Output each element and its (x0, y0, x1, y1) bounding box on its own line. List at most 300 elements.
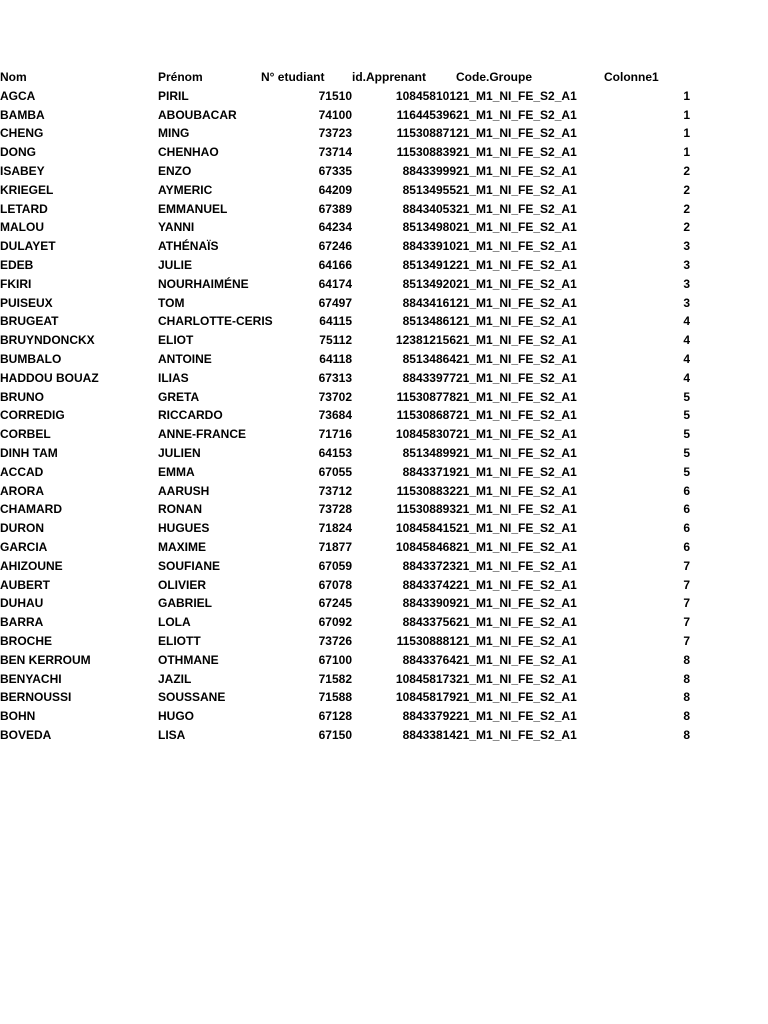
cell-prenom-text: JULIE (158, 257, 193, 272)
cell-num-etudiant: 67055 (318, 464, 352, 479)
cell-num-etudiant: 71588 (318, 690, 352, 705)
table-row (0, 331, 690, 350)
cell-prenom (158, 444, 261, 463)
cell-prenom-text: AYMERIC (158, 182, 213, 197)
cell-colonne1: 7 (683, 633, 690, 648)
cell-colonne1: 8 (683, 690, 690, 705)
cell-colonne1: 5 (683, 445, 690, 460)
cell-nom (0, 425, 158, 444)
cell-num-etudiant: 73728 (318, 502, 352, 517)
cell-colonne1: 2 (683, 182, 690, 197)
cell-prenom (158, 594, 261, 613)
cell-code-groupe: 21_M1_NI_FE_S2_A1 (456, 370, 577, 385)
cell-prenom (158, 369, 261, 388)
cell-nom-text: ACCAD (0, 464, 44, 479)
cell-num-etudiant: 64234 (318, 220, 352, 235)
cell-prenom (158, 538, 261, 557)
cell-colonne1: 2 (683, 163, 690, 178)
cell-nom (0, 237, 158, 256)
cell-num-etudiant: 71877 (318, 539, 352, 554)
cell-prenom (158, 181, 261, 200)
cell-prenom-text: ANNE-FRANCE (158, 427, 246, 442)
cell-id-apprenant: 108458307 (395, 427, 456, 442)
header-prenom: Prénom (158, 70, 203, 84)
cell-prenom-text: ENZO (158, 163, 192, 178)
cell-prenom-text: GRETA (158, 389, 200, 404)
cell-prenom-text: GABRIEL (158, 596, 212, 611)
table-row (0, 651, 690, 670)
cell-nom-text: GARCIA (0, 539, 48, 554)
cell-nom-text: EDEB (0, 257, 34, 272)
cell-nom-text: BUMBALO (0, 351, 62, 366)
cell-nom-text: DONG (0, 145, 36, 160)
cell-nom-text: BOVEDA (0, 727, 52, 742)
cell-prenom-text: HUGUES (158, 521, 210, 536)
cell-id-apprenant: 88433909 (402, 596, 456, 611)
cell-code-groupe: 21_M1_NI_FE_S2_A1 (456, 652, 577, 667)
cell-id-apprenant: 88433719 (402, 464, 456, 479)
cell-prenom-text: CHARLOTTE-CERIS (158, 314, 273, 329)
cell-colonne1: 3 (683, 257, 690, 272)
table-row (0, 143, 690, 162)
cell-code-groupe: 21_M1_NI_FE_S2_A1 (456, 145, 577, 160)
table-row (0, 482, 690, 501)
cell-prenom-text: MING (158, 126, 190, 141)
cell-id-apprenant: 85134980 (402, 220, 456, 235)
cell-code-groupe: 21_M1_NI_FE_S2_A1 (456, 239, 577, 254)
cell-prenom (158, 707, 261, 726)
cell-prenom (158, 557, 261, 576)
cell-colonne1: 1 (683, 88, 690, 103)
cell-prenom-text: SOUFIANE (158, 558, 221, 573)
cell-prenom-text: CHENHAO (158, 145, 219, 160)
table-row (0, 275, 690, 294)
cell-nom-text: BAMBA (0, 107, 45, 122)
cell-nom-text: LETARD (0, 201, 48, 216)
cell-prenom (158, 350, 261, 369)
cell-id-apprenant: 88433756 (402, 615, 456, 630)
cell-code-groupe: 21_M1_NI_FE_S2_A1 (456, 615, 577, 630)
cell-nom-text: DUHAU (0, 596, 44, 611)
table-row (0, 594, 690, 613)
cell-prenom-text: EMMANUEL (158, 201, 228, 216)
cell-nom-text: CHENG (0, 126, 44, 141)
cell-prenom-text: NOURHAIMÉNE (158, 276, 249, 291)
cell-id-apprenant: 88433910 (402, 239, 456, 254)
cell-nom (0, 87, 158, 106)
table-row (0, 632, 690, 651)
cell-prenom-text: JAZIL (158, 671, 192, 686)
table-row (0, 707, 690, 726)
cell-code-groupe: 21_M1_NI_FE_S2_A1 (456, 351, 577, 366)
cell-id-apprenant: 85134861 (402, 314, 456, 329)
cell-nom-text: BRUGEAT (0, 314, 59, 329)
cell-code-groupe: 21_M1_NI_FE_S2_A1 (456, 558, 577, 573)
cell-prenom-text: YANNI (158, 220, 195, 235)
cell-colonne1: 5 (683, 427, 690, 442)
table-row (0, 557, 690, 576)
cell-code-groupe: 21_M1_NI_FE_S2_A1 (456, 88, 577, 103)
cell-nom-text: BEN KERROUM (0, 652, 91, 667)
header-row (0, 68, 690, 87)
cell-nom (0, 162, 158, 181)
cell-prenom (158, 106, 261, 125)
cell-num-etudiant: 73684 (318, 408, 352, 423)
cell-nom (0, 106, 158, 125)
cell-id-apprenant: 85134912 (402, 257, 456, 272)
cell-code-groupe: 21_M1_NI_FE_S2_A1 (456, 464, 577, 479)
table-row (0, 688, 690, 707)
cell-nom (0, 218, 158, 237)
cell-num-etudiant: 64166 (318, 257, 352, 272)
cell-num-etudiant: 71510 (318, 88, 352, 103)
cell-id-apprenant: 85134899 (402, 445, 456, 460)
cell-code-groupe: 21_M1_NI_FE_S2_A1 (456, 633, 577, 648)
cell-prenom-text: LOLA (158, 615, 191, 630)
cell-colonne1: 8 (683, 727, 690, 742)
cell-id-apprenant: 115308871 (396, 126, 456, 141)
cell-num-etudiant: 73714 (318, 145, 352, 160)
cell-prenom (158, 576, 261, 595)
cell-code-groupe: 21_M1_NI_FE_S2_A1 (456, 257, 577, 272)
cell-nom (0, 388, 158, 407)
cell-nom (0, 576, 158, 595)
cell-id-apprenant: 88433723 (402, 558, 456, 573)
table-row (0, 670, 690, 689)
cell-code-groupe: 21_M1_NI_FE_S2_A1 (456, 107, 577, 122)
cell-colonne1: 7 (683, 596, 690, 611)
cell-code-groupe: 21_M1_NI_FE_S2_A1 (456, 182, 577, 197)
cell-nom-text: BERNOUSSI (0, 690, 72, 705)
cell-colonne1: 4 (683, 314, 690, 329)
cell-prenom (158, 237, 261, 256)
cell-colonne1: 8 (683, 709, 690, 724)
cell-colonne1: 3 (683, 295, 690, 310)
cell-colonne1: 4 (683, 370, 690, 385)
cell-code-groupe: 21_M1_NI_FE_S2_A1 (456, 220, 577, 235)
cell-prenom (158, 200, 261, 219)
cell-colonne1: 6 (683, 483, 690, 498)
cell-num-etudiant: 64118 (319, 351, 352, 366)
cell-colonne1: 1 (683, 126, 690, 141)
cell-id-apprenant: 108458173 (395, 671, 456, 686)
cell-id-apprenant: 88434161 (402, 295, 456, 310)
cell-id-apprenant: 108458468 (395, 539, 456, 554)
cell-colonne1: 8 (683, 652, 690, 667)
cell-nom (0, 519, 158, 538)
cell-prenom-text: TOM (158, 295, 185, 310)
cell-id-apprenant: 88433792 (402, 709, 456, 724)
cell-num-etudiant: 71716 (318, 427, 352, 442)
cell-nom (0, 350, 158, 369)
cell-colonne1: 1 (683, 145, 690, 160)
cell-nom (0, 369, 158, 388)
cell-nom (0, 256, 158, 275)
table-row (0, 162, 690, 181)
table-row (0, 181, 690, 200)
cell-prenom (158, 482, 261, 501)
cell-code-groupe: 21_M1_NI_FE_S2_A1 (456, 314, 577, 329)
cell-colonne1: 3 (683, 239, 690, 254)
cell-id-apprenant: 88433999 (402, 163, 456, 178)
cell-code-groupe: 21_M1_NI_FE_S2_A1 (456, 408, 577, 423)
cell-num-etudiant: 73712 (318, 483, 352, 498)
cell-id-apprenant: 108458101 (395, 88, 456, 103)
cell-nom-text: DULAYET (0, 239, 56, 254)
cell-code-groupe: 21_M1_NI_FE_S2_A1 (456, 126, 577, 141)
cell-id-apprenant: 88433814 (402, 727, 456, 742)
cell-prenom (158, 218, 261, 237)
cell-prenom (158, 726, 261, 745)
cell-prenom (158, 87, 261, 106)
cell-nom-text: AGCA (0, 88, 36, 103)
cell-num-etudiant: 67246 (318, 239, 352, 254)
cell-prenom-text: ILIAS (158, 370, 189, 385)
cell-id-apprenant: 88433742 (402, 577, 456, 592)
cell-code-groupe: 21_M1_NI_FE_S2_A1 (456, 577, 577, 592)
cell-colonne1: 2 (683, 220, 690, 235)
cell-nom-text: BOHN (0, 709, 36, 724)
cell-nom-text: CHAMARD (0, 502, 62, 517)
cell-id-apprenant: 115308893 (396, 502, 456, 517)
cell-code-groupe: 21_M1_NI_FE_S2_A1 (456, 163, 577, 178)
cell-colonne1: 5 (683, 408, 690, 423)
cell-prenom-text: OTHMANE (158, 652, 219, 667)
cell-nom (0, 538, 158, 557)
cell-prenom-text: ELIOT (158, 333, 194, 348)
cell-prenom (158, 294, 261, 313)
cell-prenom (158, 632, 261, 651)
cell-nom (0, 651, 158, 670)
student-table (0, 68, 690, 745)
cell-num-etudiant: 73726 (318, 633, 352, 648)
cell-num-etudiant: 74100 (318, 107, 352, 122)
cell-prenom-text: ELIOTT (158, 633, 201, 648)
cell-num-etudiant: 71824 (318, 521, 352, 536)
cell-id-apprenant: 85134955 (402, 182, 456, 197)
cell-num-etudiant: 75112 (319, 333, 352, 348)
cell-nom (0, 726, 158, 745)
cell-nom-text: FKIRI (0, 276, 32, 291)
cell-id-apprenant: 115308881 (396, 633, 456, 648)
cell-nom-text: BARRA (0, 615, 44, 630)
cell-code-groupe: 21_M1_NI_FE_S2_A1 (456, 333, 577, 348)
cell-code-groupe: 21_M1_NI_FE_S2_A1 (456, 596, 577, 611)
cell-prenom-text: ATHÉNAÏS (158, 239, 219, 254)
cell-nom (0, 594, 158, 613)
cell-code-groupe: 21_M1_NI_FE_S2_A1 (456, 539, 577, 554)
table-row (0, 237, 690, 256)
cell-colonne1: 7 (683, 558, 690, 573)
cell-nom (0, 181, 158, 200)
cell-prenom (158, 275, 261, 294)
cell-code-groupe: 21_M1_NI_FE_S2_A1 (456, 201, 577, 216)
table-row (0, 350, 690, 369)
cell-colonne1: 5 (683, 389, 690, 404)
cell-num-etudiant: 64174 (318, 276, 352, 291)
cell-code-groupe: 21_M1_NI_FE_S2_A1 (456, 276, 577, 291)
cell-code-groupe: 21_M1_NI_FE_S2_A1 (456, 483, 577, 498)
cell-nom (0, 707, 158, 726)
table-row (0, 369, 690, 388)
cell-id-apprenant: 108458415 (395, 521, 456, 536)
table-row (0, 406, 690, 425)
cell-num-etudiant: 67128 (318, 709, 352, 724)
cell-num-etudiant: 67245 (318, 596, 352, 611)
cell-num-etudiant: 67497 (318, 295, 352, 310)
cell-num-etudiant: 64153 (318, 445, 352, 460)
table-row (0, 256, 690, 275)
cell-code-groupe: 21_M1_NI_FE_S2_A1 (456, 445, 577, 460)
cell-colonne1: 7 (683, 577, 690, 592)
table-row (0, 312, 690, 331)
cell-num-etudiant: 67150 (318, 727, 352, 742)
table-row (0, 613, 690, 632)
cell-nom-text: CORBEL (0, 427, 51, 442)
cell-code-groupe: 21_M1_NI_FE_S2_A1 (456, 727, 577, 742)
cell-nom-text: ARORA (0, 483, 44, 498)
cell-prenom (158, 463, 261, 482)
cell-prenom-text: RICCARDO (158, 408, 223, 423)
cell-nom-text: AUBERT (0, 577, 50, 592)
cell-prenom-text: ANTOINE (158, 351, 212, 366)
table-row (0, 726, 690, 745)
cell-nom (0, 463, 158, 482)
cell-prenom-text: SOUSSANE (158, 690, 226, 705)
cell-id-apprenant: 85134864 (402, 351, 456, 366)
cell-nom (0, 444, 158, 463)
cell-id-apprenant: 123812156 (395, 333, 456, 348)
cell-nom (0, 670, 158, 689)
cell-nom-text: MALOU (0, 220, 44, 235)
cell-colonne1: 8 (683, 671, 690, 686)
cell-code-groupe: 21_M1_NI_FE_S2_A1 (456, 521, 577, 536)
cell-colonne1: 2 (683, 201, 690, 216)
cell-id-apprenant: 115308687 (396, 408, 456, 423)
table-row (0, 87, 690, 106)
cell-colonne1: 6 (683, 539, 690, 554)
cell-id-apprenant: 108458179 (395, 690, 456, 705)
cell-prenom (158, 124, 261, 143)
cell-nom (0, 124, 158, 143)
cell-colonne1: 4 (683, 333, 690, 348)
cell-num-etudiant: 67078 (318, 577, 352, 592)
cell-colonne1: 6 (683, 521, 690, 536)
table-body (0, 87, 690, 745)
cell-colonne1: 5 (683, 464, 690, 479)
cell-num-etudiant: 71582 (318, 671, 352, 686)
header-num-etudiant: N° etudiant (261, 70, 325, 84)
cell-colonne1: 3 (683, 276, 690, 291)
cell-id-apprenant: 85134920 (402, 276, 456, 291)
cell-num-etudiant: 67335 (318, 163, 352, 178)
cell-nom (0, 557, 158, 576)
cell-prenom-text: RONAN (158, 502, 202, 517)
cell-id-apprenant: 115308778 (396, 389, 456, 404)
table-row (0, 388, 690, 407)
cell-id-apprenant: 88433764 (402, 652, 456, 667)
table-row (0, 463, 690, 482)
header-id-apprenant: id.Apprenant (352, 70, 426, 84)
table-row (0, 519, 690, 538)
cell-nom-text: DINH TAM (0, 445, 58, 460)
cell-id-apprenant: 115308832 (396, 483, 456, 498)
cell-num-etudiant: 67100 (318, 652, 352, 667)
cell-nom (0, 632, 158, 651)
cell-prenom (158, 519, 261, 538)
table-row (0, 444, 690, 463)
cell-prenom (158, 500, 261, 519)
cell-prenom (158, 651, 261, 670)
cell-nom-text: CORREDIG (0, 408, 65, 423)
cell-prenom-text: OLIVIER (158, 577, 207, 592)
cell-id-apprenant: 88433977 (402, 370, 456, 385)
cell-num-etudiant: 67059 (318, 558, 352, 573)
cell-id-apprenant: 88434053 (402, 201, 456, 216)
cell-nom (0, 200, 158, 219)
cell-nom-text: BRUYNDONCKX (0, 333, 95, 348)
cell-code-groupe: 21_M1_NI_FE_S2_A1 (456, 389, 577, 404)
cell-nom-text: HADDOU BOUAZ (0, 370, 99, 385)
cell-id-apprenant: 115308839 (396, 145, 456, 160)
cell-num-etudiant: 64115 (319, 314, 352, 329)
cell-nom (0, 312, 158, 331)
cell-nom (0, 613, 158, 632)
cell-num-etudiant: 64209 (318, 182, 352, 197)
cell-code-groupe: 21_M1_NI_FE_S2_A1 (456, 295, 577, 310)
cell-num-etudiant: 67389 (318, 201, 352, 216)
cell-nom (0, 143, 158, 162)
cell-colonne1: 6 (683, 502, 690, 517)
cell-prenom (158, 688, 261, 707)
cell-code-groupe: 21_M1_NI_FE_S2_A1 (456, 709, 577, 724)
table-row (0, 200, 690, 219)
cell-prenom-text: AARUSH (158, 483, 210, 498)
cell-prenom (158, 388, 261, 407)
cell-nom (0, 688, 158, 707)
cell-nom (0, 294, 158, 313)
table-row (0, 500, 690, 519)
header-nom: Nom (0, 70, 27, 84)
table-row (0, 576, 690, 595)
cell-num-etudiant: 73723 (318, 126, 352, 141)
table-row (0, 106, 690, 125)
cell-num-etudiant: 67092 (318, 615, 352, 630)
cell-prenom-text: LISA (158, 727, 186, 742)
cell-nom-text: BENYACHI (0, 671, 62, 686)
cell-prenom (158, 312, 273, 331)
cell-prenom (158, 425, 261, 444)
header-code-groupe: Code.Groupe (456, 70, 533, 84)
table-row (0, 538, 690, 557)
cell-nom-text: BRUNO (0, 389, 44, 404)
cell-code-groupe: 21_M1_NI_FE_S2_A1 (456, 671, 577, 686)
cell-colonne1: 4 (683, 351, 690, 366)
table-row (0, 218, 690, 237)
cell-nom-text: DURON (0, 521, 44, 536)
table-row (0, 294, 690, 313)
cell-code-groupe: 21_M1_NI_FE_S2_A1 (456, 690, 577, 705)
cell-prenom-text: EMMA (158, 464, 195, 479)
cell-prenom (158, 406, 261, 425)
cell-nom (0, 500, 158, 519)
cell-prenom (158, 143, 261, 162)
cell-code-groupe: 21_M1_NI_FE_S2_A1 (456, 502, 577, 517)
cell-prenom (158, 613, 261, 632)
cell-nom-text: AHIZOUNE (0, 558, 63, 573)
cell-prenom-text: ABOUBACAR (158, 107, 237, 122)
cell-prenom (158, 331, 261, 350)
